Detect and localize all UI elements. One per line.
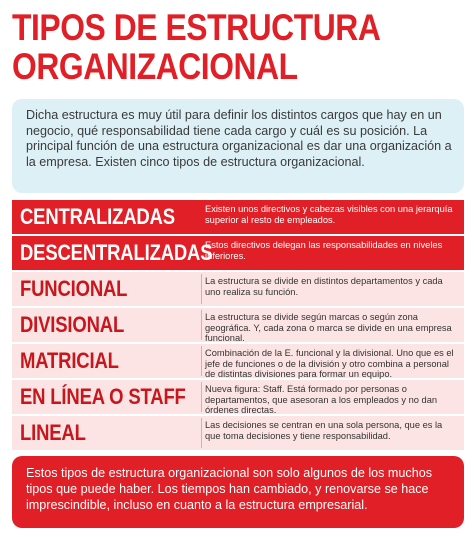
title-line-2: ORGANIZACIONAL [12, 46, 298, 87]
row-description: La estructura se divide según marcas o según zona geográfica. Y, cada zona o marca se divide en una empresa funcional. [205, 312, 452, 344]
row-name: EN LÍNEA O STAFF [20, 384, 186, 409]
structure-types-table [12, 200, 464, 452]
row-divider [201, 382, 202, 412]
table-row [12, 308, 464, 342]
row-description: La estructura se divide en distintos departamentos y cada uno realiza su función. [205, 276, 443, 297]
row-divider [201, 274, 202, 304]
table-row [12, 416, 464, 450]
outro-box [12, 456, 464, 528]
outro-text: Estos tipos de estructura organizacional son solo algunos de los muchos tipos que puede haber. Los tiempos han cambiado, y renovarse se hace imprescindible, incluso en cuanto a la estructura empresarial. [26, 466, 433, 512]
row-name: DIVISIONAL [20, 312, 125, 337]
intro-text: Dicha estructura es muy útil para definir los distintos cargos que hay en un negocio, qué responsabilidad tiene cada cargo y cuál es su posición. La principal función de una estructura organizacional es dar una organización a la empresa. Existen cinco tipos de estructura organizacional. [26, 108, 452, 169]
table-row [12, 272, 464, 306]
row-name: DESCENTRALIZADAS [20, 240, 213, 265]
table-row [12, 200, 464, 234]
row-description: Las decisiones se centran en una sola persona, que es la que toma decisiones y tiene responsabilidad. [205, 420, 443, 441]
intro-box [12, 99, 464, 193]
title-line-1: TIPOS DE ESTRUCTURA [12, 7, 381, 48]
table-row [12, 236, 464, 270]
page-title [12, 8, 401, 86]
row-divider [201, 310, 202, 340]
row-divider [201, 418, 202, 448]
table-row [12, 344, 464, 378]
row-name: CENTRALIZADAS [20, 204, 175, 229]
row-name: MATRICIAL [20, 348, 119, 373]
row-name: LINEAL [20, 420, 86, 445]
row-description: Combinación de la E. funcional y la divisional. Uno que es el jefe de funciones o de la división y otro combina a personal de distintas divisiones para formar un equipo. [205, 348, 454, 380]
row-description: Nueva figura: Staff. Está formado por personas o departamentos, que asesoran a los empleados y no dan órdenes directas. [205, 384, 438, 416]
row-divider [201, 346, 202, 376]
row-name: FUNCIONAL [20, 276, 128, 301]
row-description: Estos directivos delegan las responsabilidades en niveles inferiores. [205, 240, 443, 261]
row-description: Existen unos directivos y cabezas visibles con una jerarquía superior al resto de empleados. [205, 204, 453, 225]
table-row [12, 380, 464, 414]
